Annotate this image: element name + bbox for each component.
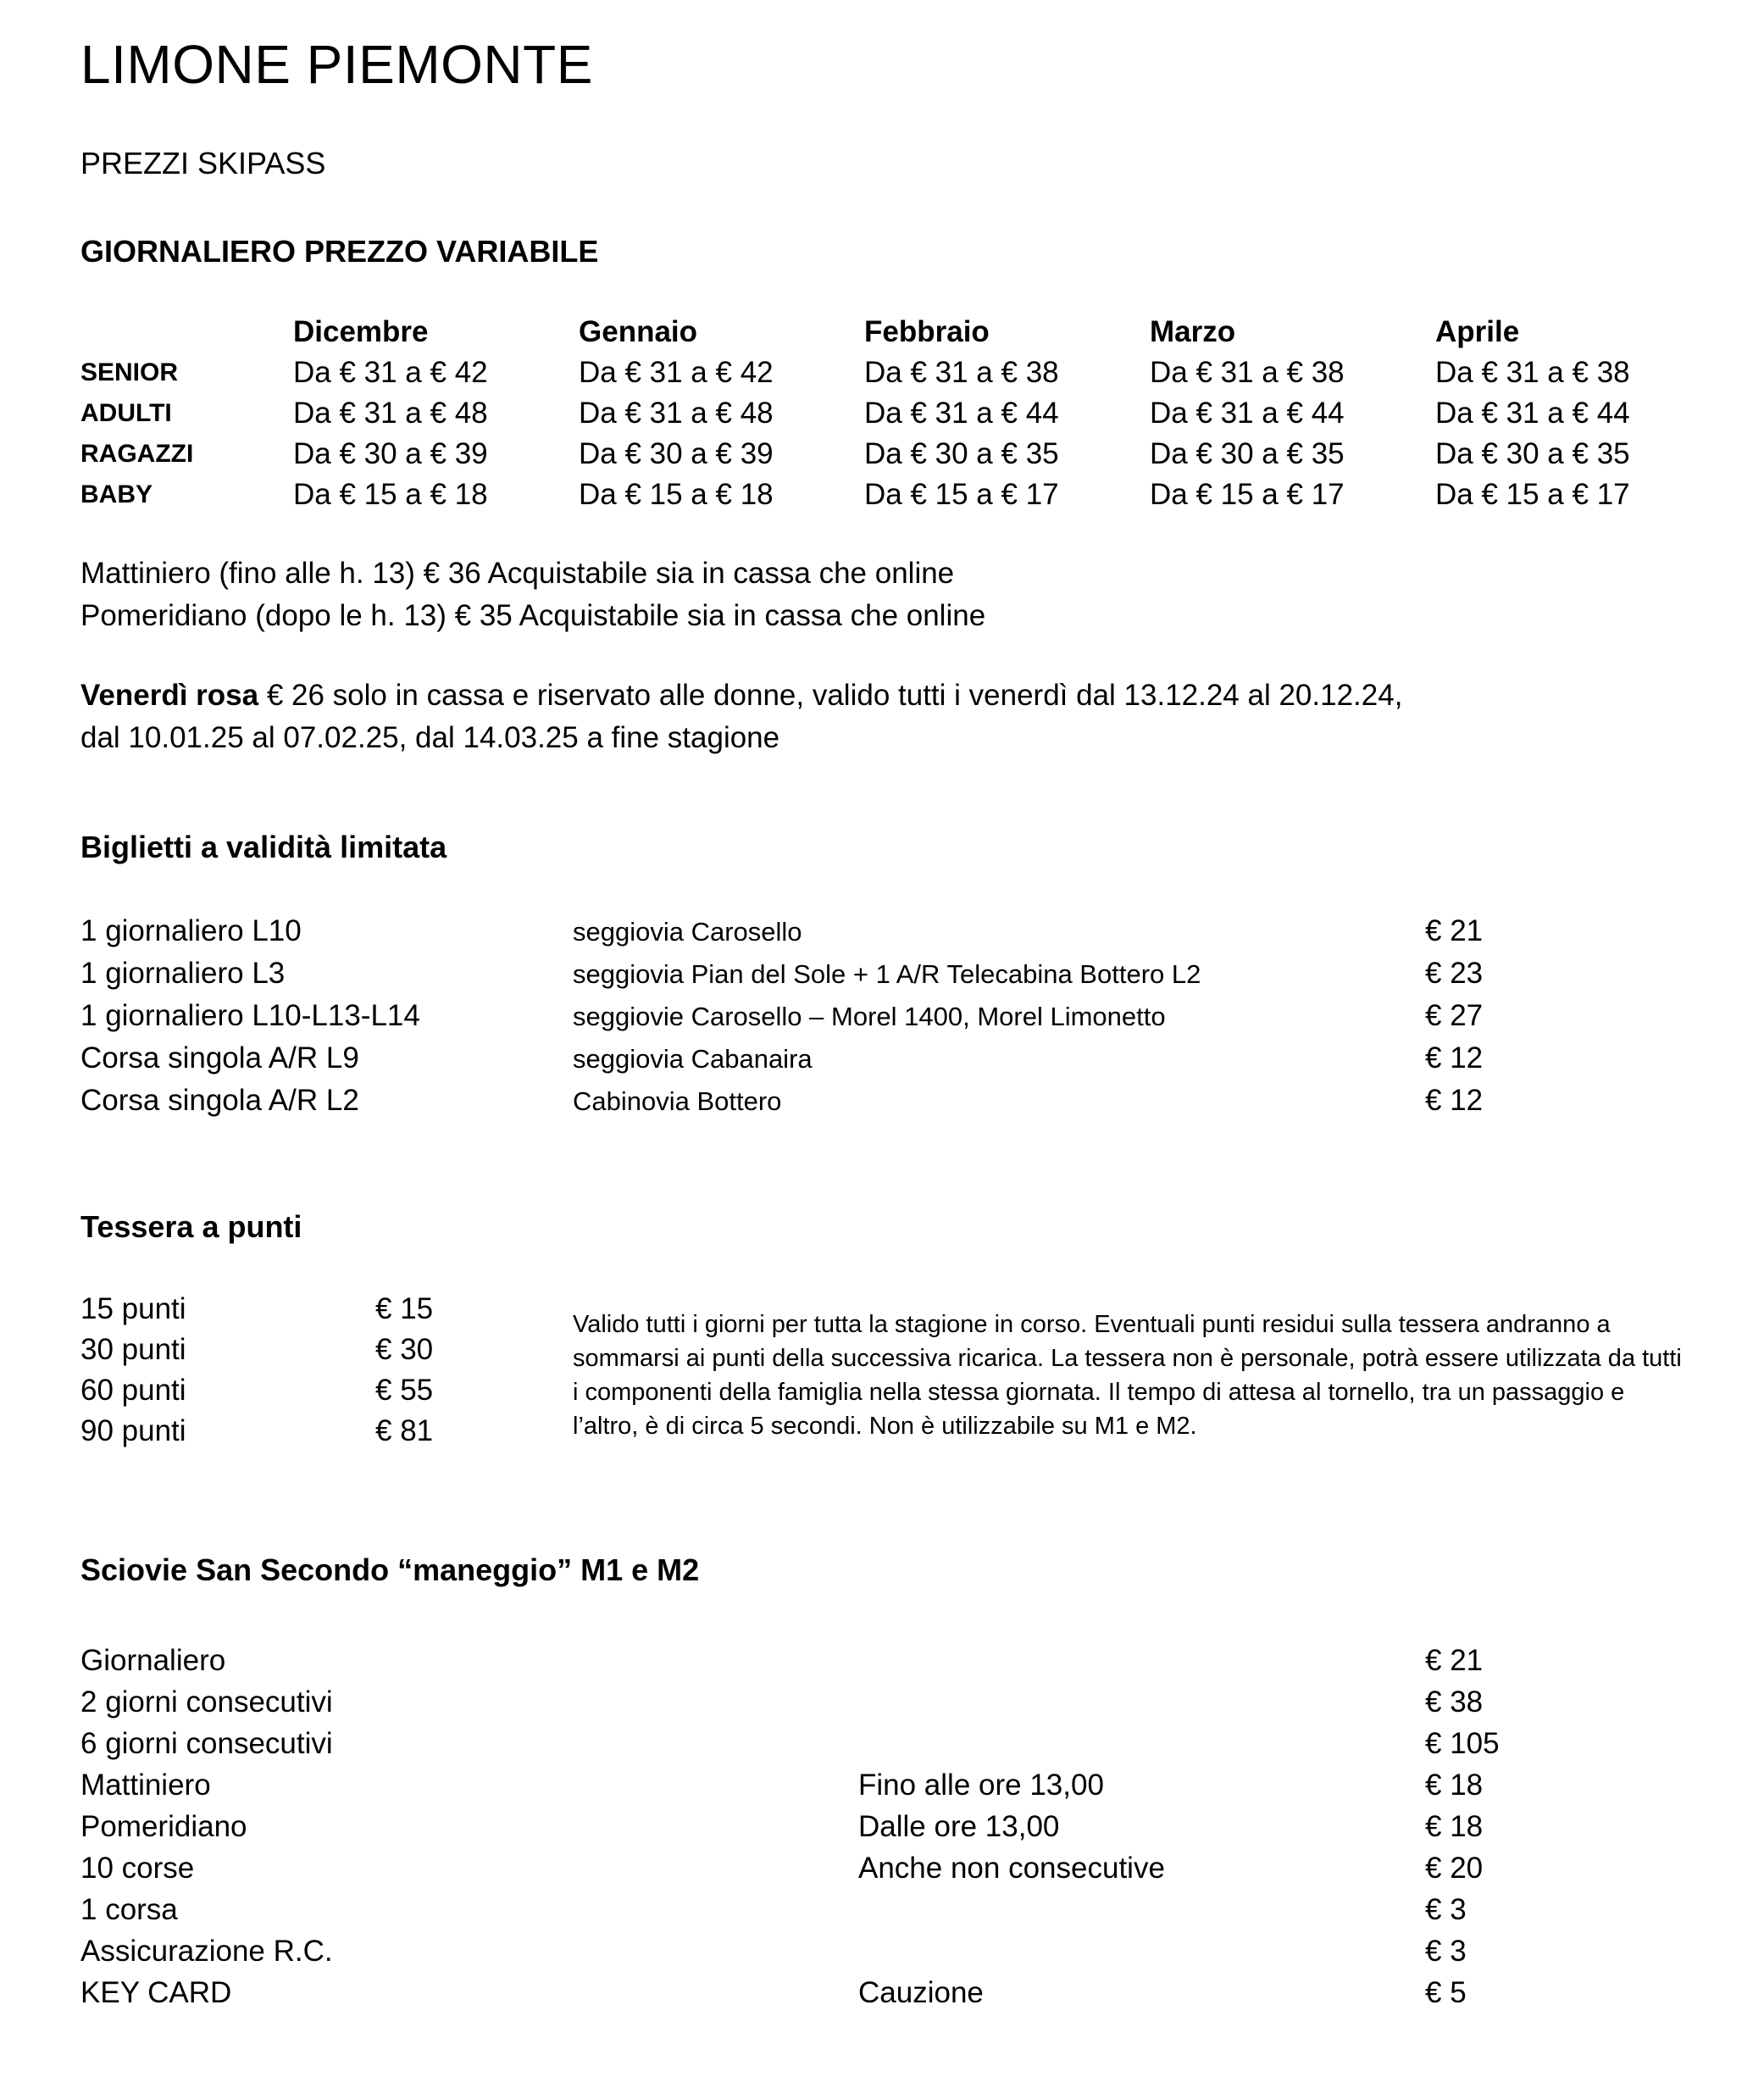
- price-cell: Da € 31 a € 44: [1150, 397, 1345, 430]
- table-row: [80, 952, 1688, 995]
- page-title: LIMONE PIEMONTE: [80, 34, 593, 95]
- ticket-description: seggiovia Cabanaira: [573, 1043, 813, 1074]
- column-header-gennaio: Gennaio: [579, 315, 698, 349]
- ticket-name: 1 giornaliero L3: [80, 956, 286, 990]
- note-mattiniero: Mattiniero (fino alle h. 13) € 36 Acquistabile sia in cassa che online: [80, 557, 955, 591]
- item-detail: Fino alle ore 13,00: [858, 1769, 1104, 1802]
- venerdi-rosa-paragraph: [80, 675, 1436, 759]
- table-row: [80, 1370, 573, 1411]
- sciovie-price-table: [80, 1640, 1688, 2013]
- price-cell: Da € 15 a € 17: [1150, 478, 1345, 512]
- item-name: 10 corse: [80, 1852, 195, 1885]
- table-row: [80, 1723, 1688, 1764]
- section-heading-limited-tickets: Biglietti a validità limitata: [80, 830, 447, 865]
- variable-price-table: [80, 312, 1688, 515]
- ticket-price: € 12: [1425, 1041, 1484, 1075]
- time-ticket-notes: [80, 553, 1688, 637]
- points-label: 90 punti: [80, 1414, 186, 1448]
- item-name: Pomeridiano: [80, 1810, 247, 1844]
- item-price: € 3: [1425, 1935, 1467, 1969]
- price-cell: Da € 31 a € 38: [864, 356, 1059, 390]
- item-price: € 18: [1425, 1810, 1484, 1844]
- row-label-ragazzi: RAGAZZI: [80, 440, 194, 469]
- item-price: € 3: [1425, 1893, 1467, 1927]
- column-header-dicembre: Dicembre: [293, 315, 429, 349]
- ticket-description: seggiovia Pian del Sole + 1 A/R Telecabina Bottero L2: [573, 958, 1201, 989]
- points-label: 15 punti: [80, 1292, 186, 1326]
- ticket-price: € 12: [1425, 1083, 1484, 1117]
- table-row: [80, 1806, 1688, 1847]
- ticket-name: Corsa singola A/R L9: [80, 1041, 359, 1075]
- points-label: 60 punti: [80, 1374, 186, 1408]
- ticket-price: € 23: [1425, 956, 1484, 990]
- table-row: [80, 1930, 1688, 1972]
- table-row: [80, 1330, 573, 1370]
- price-cell: Da € 30 a € 35: [864, 437, 1059, 471]
- table-row: [80, 995, 1688, 1037]
- points-price: € 81: [375, 1414, 434, 1448]
- table-row: [80, 1640, 1688, 1681]
- price-cell: Da € 15 a € 17: [1435, 478, 1630, 512]
- venerdi-rosa-label: Venerdì rosa: [80, 679, 259, 713]
- price-cell: Da € 31 a € 44: [864, 397, 1059, 430]
- item-name: 6 giorni consecutivi: [80, 1727, 333, 1761]
- venerdi-rosa-text: € 26 solo in cassa e riservato alle donne, valido tutti i venerdì dal 13.12.24 al 20.12.24, dal 10.01.25 al 07.02.25, dal 14.03.25 a fine stagione: [80, 679, 1403, 755]
- ticket-price: € 27: [1425, 998, 1484, 1032]
- item-name: Giornaliero: [80, 1644, 226, 1678]
- price-cell: Da € 15 a € 18: [579, 478, 774, 512]
- table-row: [80, 1889, 1688, 1930]
- item-name: KEY CARD: [80, 1976, 232, 2010]
- item-detail: Dalle ore 13,00: [858, 1810, 1060, 1844]
- points-card-section: [80, 1289, 1688, 1452]
- item-detail: Anche non consecutive: [858, 1852, 1165, 1885]
- points-price-table: [80, 1289, 573, 1452]
- price-cell: Da € 15 a € 17: [864, 478, 1059, 512]
- price-cell: Da € 30 a € 35: [1150, 437, 1345, 471]
- ticket-description: seggiovie Carosello – Morel 1400, Morel Limonetto: [573, 1001, 1166, 1031]
- ticket-name: Corsa singola A/R L2: [80, 1083, 359, 1117]
- page-subtitle: PREZZI SKIPASS: [80, 146, 326, 181]
- ticket-name: 1 giornaliero L10: [80, 914, 302, 947]
- column-header-aprile: Aprile: [1435, 315, 1520, 349]
- price-cell: Da € 30 a € 39: [579, 437, 774, 471]
- row-label-senior: SENIOR: [80, 358, 179, 387]
- item-price: € 20: [1425, 1852, 1484, 1885]
- table-row: [80, 1080, 1688, 1122]
- price-cell: Da € 31 a € 42: [293, 356, 488, 390]
- row-label-baby: BABY: [80, 480, 153, 509]
- points-price: € 55: [375, 1374, 434, 1408]
- price-cell: Da € 30 a € 39: [293, 437, 488, 471]
- price-cell: Da € 31 a € 48: [293, 397, 488, 430]
- table-row: [80, 1289, 573, 1330]
- points-card-note: Valido tutti i giorni per tutta la stagione in corso. Eventuali punti residui sulla tessera andranno a sommarsi ai punti della successiva ricarica. La tessera non è personale, potrà essere utilizzata da tutti i componenti della famiglia nella stessa giornata. Il tempo di attesa al tornello, tra un passaggio e l’altro, è di circa 5 secondi. Non è utilizzabile su M1 e M2.: [573, 1311, 1682, 1441]
- price-cell: Da € 31 a € 44: [1435, 397, 1630, 430]
- section-heading-points-card: Tessera a punti: [80, 1208, 302, 1244]
- table-row: [80, 1681, 1688, 1723]
- limited-tickets-table: [80, 910, 1688, 1122]
- points-price: € 15: [375, 1292, 434, 1326]
- item-name: Mattiniero: [80, 1769, 211, 1802]
- table-row: [80, 1411, 573, 1452]
- item-price: € 38: [1425, 1685, 1484, 1719]
- price-cell: Da € 31 a € 38: [1435, 356, 1630, 390]
- section-heading-variable-price: GIORNALIERO PREZZO VARIABILE: [80, 233, 599, 269]
- item-name: 1 corsa: [80, 1893, 178, 1927]
- row-label-adulti: ADULTI: [80, 399, 172, 428]
- column-header-marzo: Marzo: [1150, 315, 1236, 349]
- ticket-price: € 21: [1425, 914, 1484, 947]
- price-cell: Da € 31 a € 48: [579, 397, 774, 430]
- points-price: € 30: [375, 1333, 434, 1367]
- item-price: € 18: [1425, 1769, 1484, 1802]
- price-cell: Da € 15 a € 18: [293, 478, 488, 512]
- price-cell: Da € 30 a € 35: [1435, 437, 1630, 471]
- table-row: [80, 1037, 1688, 1080]
- item-detail: Cauzione: [858, 1976, 984, 2010]
- item-name: Assicurazione R.C.: [80, 1935, 333, 1969]
- column-header-febbraio: Febbraio: [864, 315, 990, 349]
- item-price: € 21: [1425, 1644, 1484, 1678]
- table-corner-cell: [80, 312, 293, 353]
- table-row: [80, 910, 1688, 952]
- item-price: € 105: [1425, 1727, 1500, 1761]
- price-cell: Da € 31 a € 38: [1150, 356, 1345, 390]
- item-price: € 5: [1425, 1976, 1467, 2010]
- ticket-description: seggiovia Carosello: [573, 916, 802, 947]
- price-cell: Da € 31 a € 42: [579, 356, 774, 390]
- points-label: 30 punti: [80, 1333, 186, 1367]
- table-row: [80, 1847, 1688, 1889]
- ticket-name: 1 giornaliero L10-L13-L14: [80, 998, 420, 1032]
- item-name: 2 giorni consecutivi: [80, 1685, 333, 1719]
- section-heading-sciovie: Sciovie San Secondo “maneggio” M1 e M2: [80, 1552, 700, 1588]
- table-row: [80, 1972, 1688, 2013]
- table-row: [80, 1764, 1688, 1806]
- note-pomeridiano: Pomeridiano (dopo le h. 13) € 35 Acquistabile sia in cassa che online: [80, 599, 986, 633]
- ticket-description: Cabinovia Bottero: [573, 1086, 782, 1116]
